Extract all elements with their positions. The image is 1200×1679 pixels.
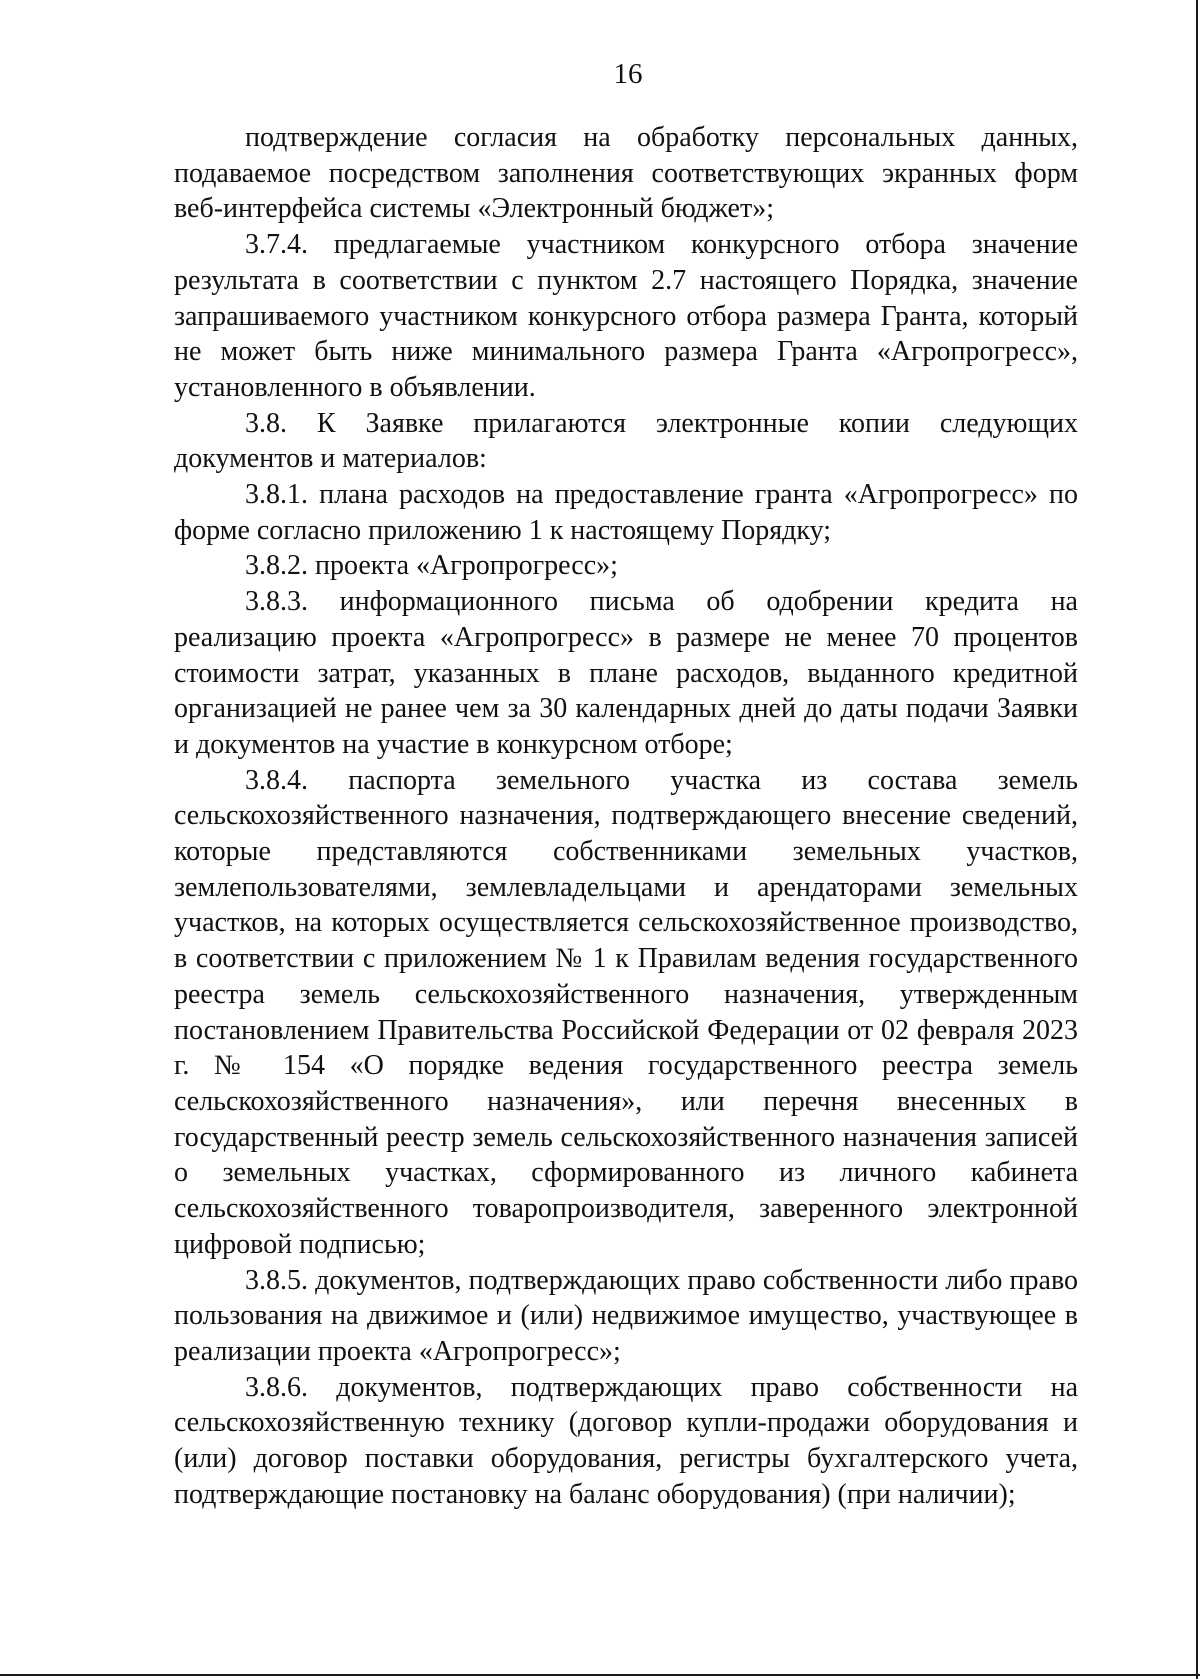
paragraph-3-8-5: 3.8.5. документов, подтверждающих право собственности либо право пользования на движимое и (или) недвижимое имущество, участвующее в реализации проекта «Агропрогресс»;	[174, 1264, 1078, 1367]
paragraph-3-8-6: 3.8.6. документов, подтверждающих право собственности на сельскохозяйственную технику (договор купли-продажи оборудования и (или) договор поставки оборудования, регистры бухгалтерского учета, подтверждающие постановку на баланс оборудования) (при наличии);	[174, 1371, 1078, 1510]
paragraph-3-7-4: 3.7.4. предлагаемые участником конкурсного отбора значение результата в соответствии с пунктом 2.7 настоящего Порядка, значение запрашиваемого участником конкурсного отбора размера Гранта, который не может быть ниже минимального размера Гранта «Агропрогресс», установленного в объявлении.	[174, 229, 1078, 403]
paragraph-consent: подтверждение согласия на обработку персональных данных, подаваемое посредством заполнения соответствующих экранных форм веб-интерфейса системы «Электронный бюджет»;	[174, 122, 1078, 225]
paragraph-3-8-3: 3.8.3. информационного письма об одобрении кредита на реализацию проекта «Агропрогресс» в размере не менее 70 процентов стоимости затрат, указанных в плане расходов, выданного кредитной организацией не ранее чем за 30 календарных дней до даты подачи Заявки и документов на участие в конкурсном отборе;	[174, 586, 1078, 760]
page-number: 16	[613, 58, 643, 90]
scan-edge-right	[1196, 0, 1198, 1679]
paragraph-3-8: 3.8. К Заявке прилагаются электронные копии следующих документов и материалов:	[174, 407, 1078, 475]
paragraph-3-8-2: 3.8.2. проекта «Агропрогресс»;	[245, 550, 618, 582]
paragraph-3-8-4: 3.8.4. паспорта земельного участка из состава земель сельскохозяйственного назначения, подтверждающего внесение сведений, которые представляются собственниками земельных участков, землепользователями, землевладельцами и арендаторами земельных участков, на которых осуществляется сельскохозяйственное производство, в соответствии с приложением № 1 к Правилам ведения государственного реестра земель сельскохозяйственного назначения, утвержденным постановлением Правительства Российской Федерации от 02 февраля 2023 г. № 154 «О порядке ведения государственного реестра земель сельскохозяйственного назначения», или перечня внесенных в государственный реестр земель сельскохозяйственного назначения записей о земельных участках, сформированного из личного кабинета сельскохозяйственного товаропроизводителя, заверенного электронной цифровой подписью;	[174, 764, 1078, 1260]
scan-edge-bottom	[0, 1674, 1200, 1676]
paragraph-3-8-1: 3.8.1. плана расходов на предоставление гранта «Агропрогресс» по форме согласно приложению 1 к настоящему Порядку;	[174, 479, 1078, 546]
document-body	[174, 120, 1078, 1512]
